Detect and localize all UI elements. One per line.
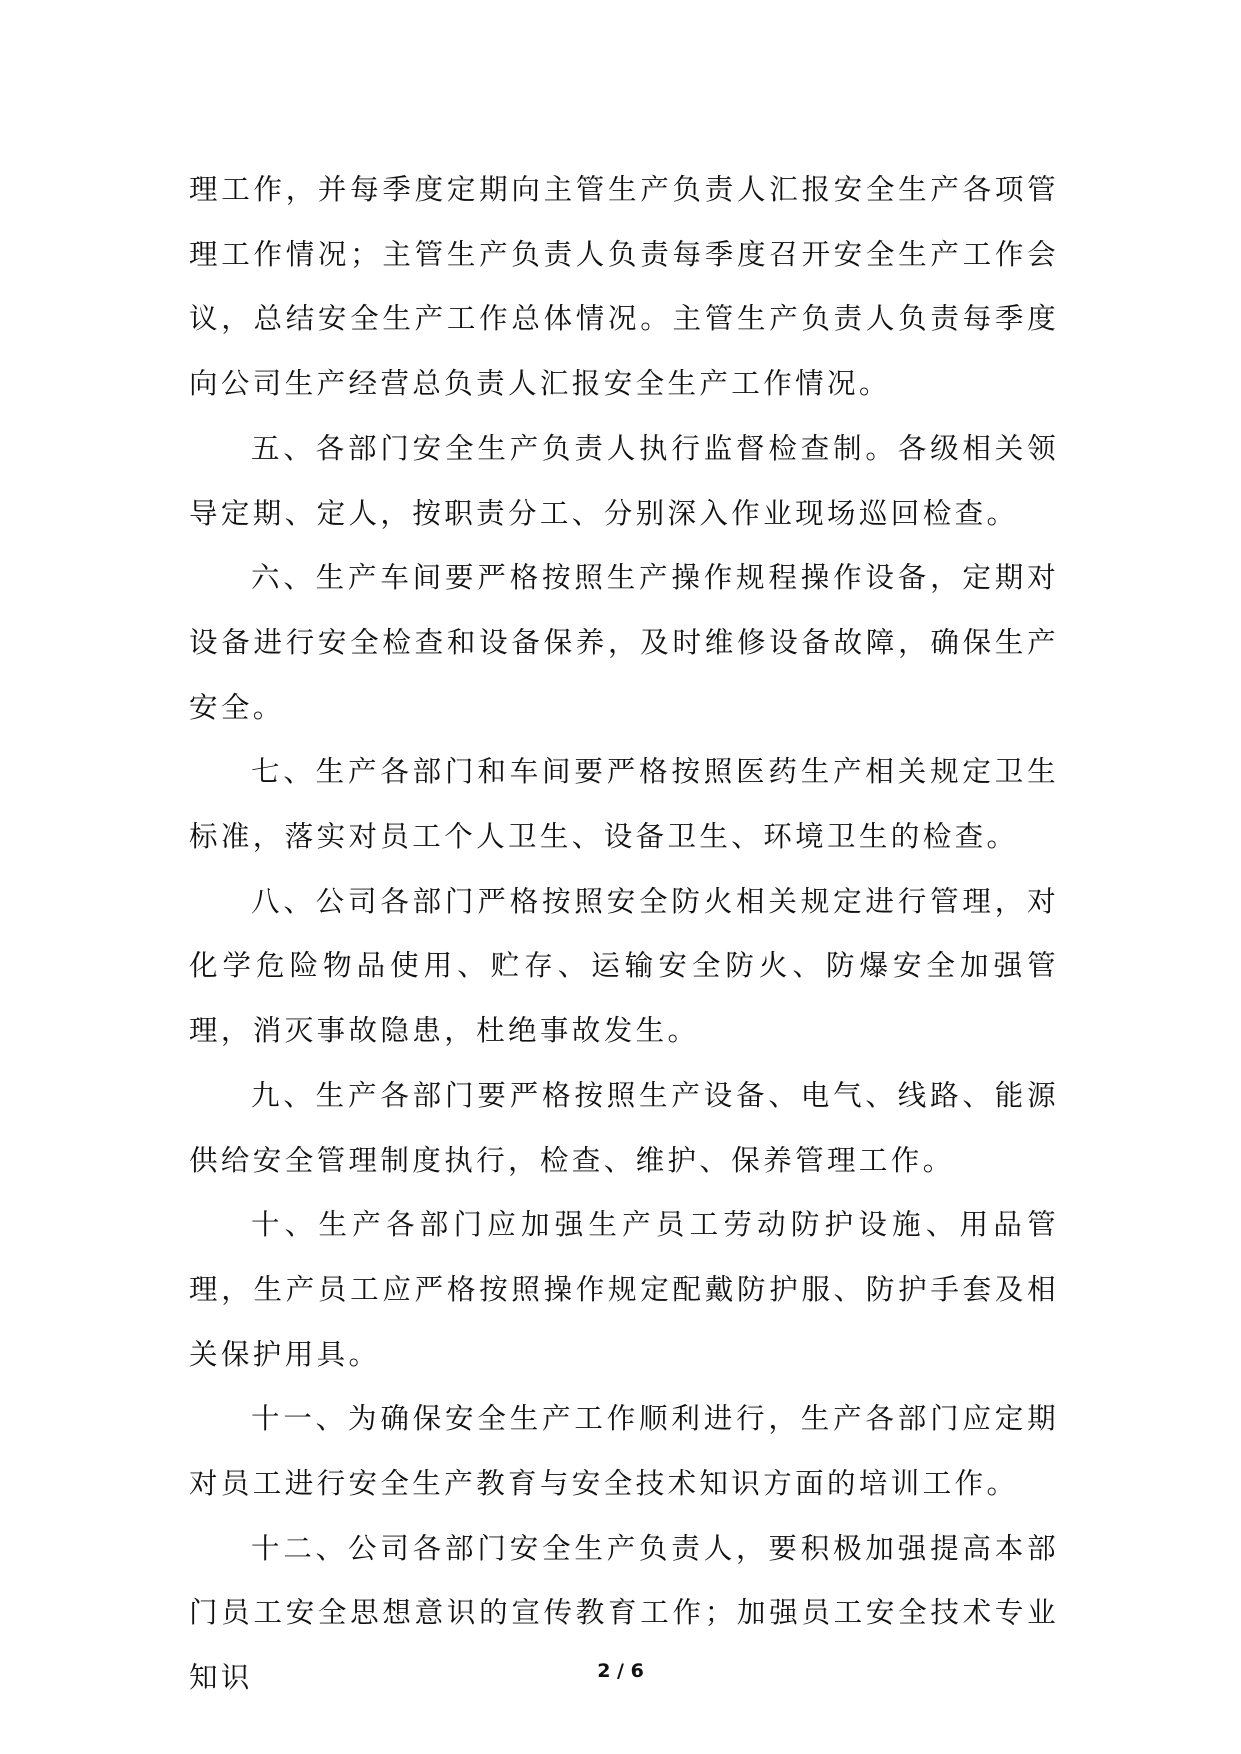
document-body <box>189 158 1059 1711</box>
paragraph-7: 十、生产各部门应加强生产员工劳动防护设施、用品管理，生产员工应严格按照操作规定配戴防护服、防护手套及相关保护用具。 <box>189 1208 1059 1371</box>
page-number: 2 / 6 <box>597 1660 644 1682</box>
paragraph-4: 七、生产各部门和车间要严格按照医药生产相关规定卫生标准，落实对员工个人卫生、设备卫生、环境卫生的检查。 <box>189 755 1059 854</box>
paragraph-6: 九、生产各部门要严格按照生产设备、电气、线路、能源供给安全管理制度执行，检查、维护、保养管理工作。 <box>189 1078 1059 1177</box>
paragraph-9: 十二、公司各部门安全生产负责人，要积极加强提高本部门员工安全思想意识的宣传教育工作；加强员工安全技术专业知识 <box>189 1531 1059 1695</box>
paragraph-2: 五、各部门安全生产负责人执行监督检查制。各级相关领导定期、定人，按职责分工、分别深入作业现场巡回检查。 <box>189 431 1059 530</box>
paragraph-1: 理工作，并每季度定期向主管生产负责人汇报安全生产各项管理工作情况；主管生产负责人负责每季度召开安全生产工作会议，总结安全生产工作总体情况。主管生产负责人负责每季度向公司生产经营总负责人汇报安全生产工作情况。 <box>189 173 1059 401</box>
paragraph-5: 八、公司各部门严格按照安全防火相关规定进行管理，对化学危险物品使用、贮存、运输安全防火、防爆安全加强管理，消灭事故隐患，杜绝事故发生。 <box>189 884 1059 1048</box>
paragraph-8: 十一、为确保安全生产工作顺利进行，生产各部门应定期对员工进行安全生产教育与安全技术知识方面的培训工作。 <box>189 1402 1059 1501</box>
paragraph-3: 六、生产车间要严格按照生产操作规程操作设备，定期对设备进行安全检查和设备保养，及时维修设备故障，确保生产安全。 <box>189 561 1059 724</box>
